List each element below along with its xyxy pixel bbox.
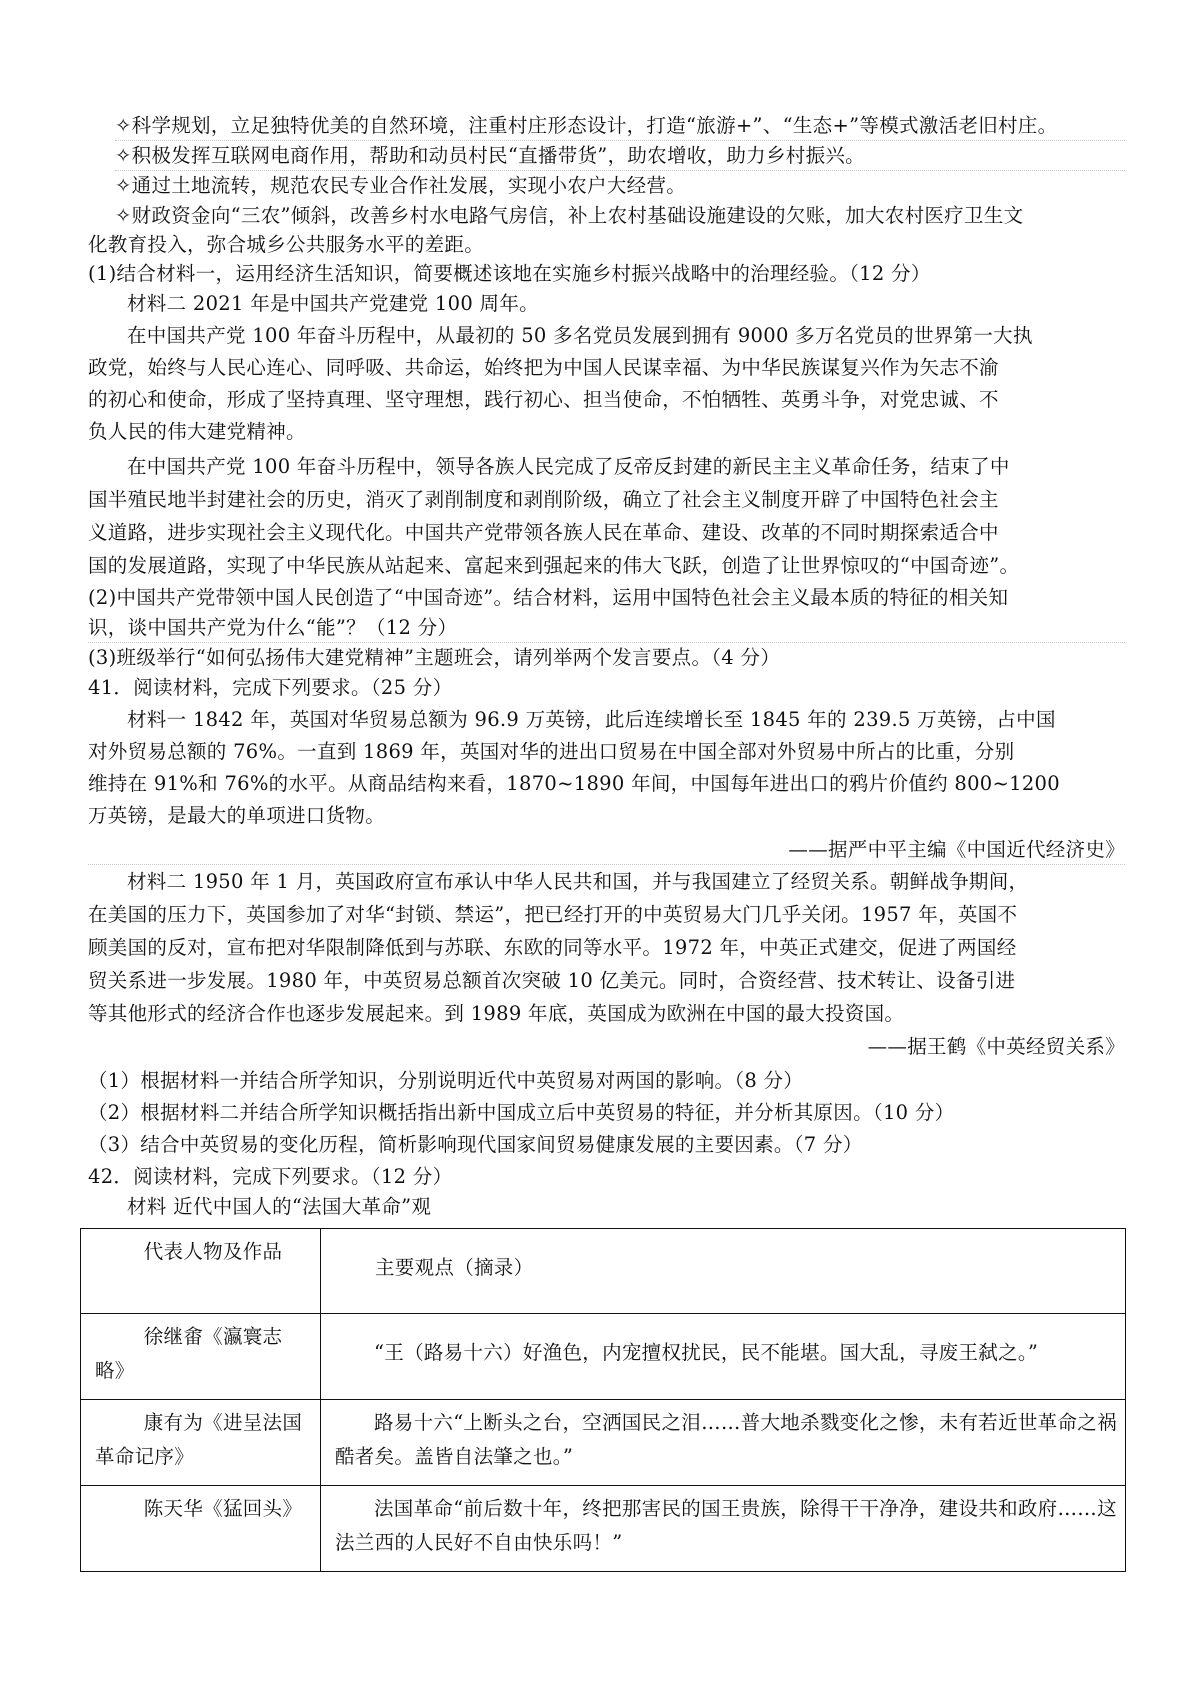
q41-material-1-l2: 对外贸易总额的 76%。一直到 1869 年，英国对华的进出口贸易在中国全部对外贸易中所占的比重，分别 bbox=[88, 740, 1015, 763]
table-header-views: 主要观点（摘录） bbox=[321, 1229, 1126, 1314]
measure-finance: ✧财政资金向“三农”倾斜，改善乡村水电路气房信，补上农村基础设施建设的欠账，加大农村医疗卫生文 bbox=[115, 204, 1024, 227]
q41-material-2-l1: 材料二 1950 年 1 月，英国政府宣布承认中华人民共和国，并与我国建立了经贸关系。朝鲜战争期间， bbox=[127, 870, 1029, 893]
question-2-l1: (2)中国共产党带领中国人民创造了“中国奇迹”。结合材料，运用中国特色社会主义最本质的特征的相关知 bbox=[88, 586, 1009, 609]
question-2-l2: 识，谈中国共产党为什么“能”？（12 分） bbox=[88, 614, 1125, 643]
q41-material-2-l2: 在美国的压力下，英国参加了对华“封锁、禁运”，把已经打开的中英贸易大门几乎关闭。1957 年，英国不 bbox=[88, 903, 1018, 926]
question-41-title: 41．阅读材料，完成下列要求。（25 分） bbox=[88, 676, 453, 699]
table-cell-view: 法国革命“前后数十年，终把那害民的国王贵族，除得干干净净，建设共和政府……这法兰西的人民好不自由快乐吗！” bbox=[321, 1486, 1126, 1572]
table-cell-view: “王（路易十六）好渔色，内宠擅权扰民，民不能堪。国大乱，寻废王弑之。” bbox=[321, 1314, 1126, 1400]
table-header-figure: 代表人物及作品 bbox=[81, 1229, 321, 1314]
material-2-p2-l4: 国的发展道路，实现了中华民族从站起来、富起来到强起来的伟大飞跃，创造了让世界惊叹的“中国奇迹”。 bbox=[88, 554, 1020, 577]
material-2-p1-l2: 政党，始终与人民心连心、同呼吸、共命运，始终把为中国人民谋幸福、为中华民族谋复兴作为矢志不渝 bbox=[88, 356, 999, 379]
q41-material-2-source: ——据王鹤《中英经贸关系》 bbox=[867, 1035, 1125, 1058]
question-1: (1)结合材料一，运用经济生活知识，简要概述该地在实施乡村振兴战略中的治理经验。（12 分） bbox=[88, 262, 931, 285]
french-revolution-views-table bbox=[80, 1228, 1126, 1572]
q41-material-1-l3: 维持在 91%和 76%的水平。从商品结构来看，1870~1890 年间，中国每年进出口的鸦片价值约 800~1200 bbox=[88, 772, 1060, 795]
material-2-p2-l3: 义道路，进步实现社会主义现代化。中国共产党带领各族人民在革命、建设、改革的不同时期探索适合中 bbox=[88, 521, 999, 544]
q41-material-2-l3: 顾美国的反对，宣布把对华限制降低到与苏联、东欧的同等水平。1972 年，中英正式建交，促进了两国经 bbox=[88, 936, 1017, 959]
table-row bbox=[81, 1314, 1126, 1400]
q42-material-title: 材料 近代中国人的“法国大革命”观 bbox=[127, 1195, 432, 1218]
measure-finance-cont: 化教育投入，弥合城乡公共服务水平的差距。 bbox=[88, 233, 485, 256]
table-cell-figure: 陈天华《猛回头》 bbox=[81, 1486, 321, 1572]
measure-ecommerce: ✧积极发挥互联网电商作用，帮助和动员村民“直播带货”，助农增收，助力乡村振兴。 bbox=[115, 142, 1125, 171]
table-cell-view: 路易十六“上断头之台，空洒国民之泪……普大地杀戮变化之惨，未有若近世革命之祸酷者矣。盖皆自法肇之也。” bbox=[321, 1400, 1126, 1486]
q41-question-1: （1）根据材料一并结合所学知识，分别说明近代中英贸易对两国的影响。（8 分） bbox=[88, 1069, 804, 1092]
q41-question-3: （3）结合中英贸易的变化历程，简析影响现代国家间贸易健康发展的主要因素。（7 分） bbox=[88, 1133, 863, 1156]
q41-material-2-l5: 等其他形式的经济合作也逐步发展起来。到 1989 年底，英国成为欧洲在中国的最大投资国。 bbox=[88, 1002, 905, 1025]
q41-material-2-l4: 贸关系进一步发展。1980 年，中英贸易总额首次突破 10 亿美元。同时，合资经营、技术转让、设备引进 bbox=[88, 969, 1016, 992]
table-cell-figure: 康有为《进呈法国革命记序》 bbox=[81, 1400, 321, 1486]
table-cell-figure: 徐继畬《瀛寰志略》 bbox=[81, 1314, 321, 1400]
measure-land-transfer: ✧通过土地流转，规范农民专业合作社发展，实现小农户大经营。 bbox=[115, 174, 687, 197]
material-2-p1-l1: 在中国共产党 100 年奋斗历程中，从最初的 50 多名党员发展到拥有 9000 多万名党员的世界第一大执 bbox=[127, 324, 1033, 347]
material-2-p1-l3: 的初心和使命，形成了坚持真理、坚守理想，践行初心、担当使命，不怕牺牲、英勇斗争，对党忠诚、不 bbox=[88, 388, 999, 411]
question-3: (3)班级举行“如何弘扬伟大建党精神”主题班会，请列举两个发言要点。（4 分） bbox=[88, 646, 781, 669]
material-2-p2-l1: 在中国共产党 100 年奋斗历程中，领导各族人民完成了反帝反封建的新民主主义革命任务，结束了中 bbox=[127, 455, 1010, 478]
table-row bbox=[81, 1486, 1126, 1572]
table-header-row bbox=[81, 1229, 1126, 1314]
material-2-p1-l4: 负人民的伟大建党精神。 bbox=[88, 420, 306, 443]
measure-tourism: ✧科学规划，立足独特优美的自然环境，注重村庄形态设计，打造“旅游+”、“生态+”等模式激活老旧村庄。 bbox=[115, 112, 1125, 141]
q41-material-1-l4: 万英镑，是最大的单项进口货物。 bbox=[88, 804, 386, 827]
question-42-title: 42．阅读材料，完成下列要求。（12 分） bbox=[88, 1165, 453, 1188]
q41-material-1-l1: 材料一 1842 年，英国对华贸易总额为 96.9 万英镑，此后连续增长至 1845 年的 239.5 万英镑，占中国 bbox=[127, 708, 1056, 731]
table-row bbox=[81, 1400, 1126, 1486]
q41-question-2: （2）根据材料二并结合所学知识概括指出新中国成立后中英贸易的特征，并分析其原因。（10 分） bbox=[88, 1101, 955, 1124]
material-2-title: 材料二 2021 年是中国共产党建党 100 周年。 bbox=[127, 292, 539, 315]
material-2-p2-l2: 国半殖民地半封建社会的历史，消灭了剥削制度和剥削阶级，确立了社会主义制度开辟了中国特色社会主 bbox=[88, 488, 999, 511]
q41-material-1-source: ——据严中平主编《中国近代经济史》 bbox=[88, 836, 1125, 865]
